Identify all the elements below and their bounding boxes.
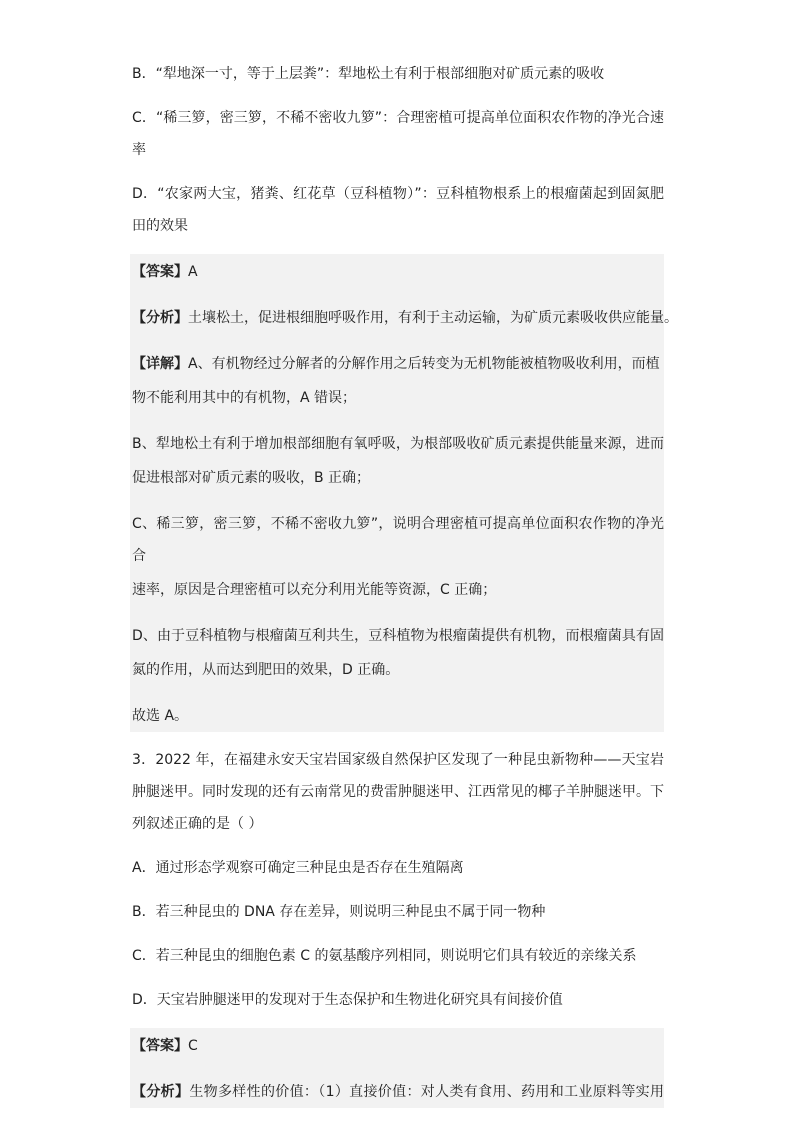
detail-a-text: A、有机物经过分解者的分解作用之后转变为无机物能被植物吸收利用，而植 [188,356,660,372]
q2-detail-a-line1 [132,346,664,380]
q3-stem-line1: 3．2022 年，在福建永安天宝岩国家级自然保护区发现了一种昆虫新物种——天宝岩 [132,752,664,768]
analysis-text: 生物多样性的价值：（1）直接价值：对人类有食用、药用和工业原料等实用 [189,1084,665,1100]
q2-answer-block [130,254,678,732]
q2-option-c-line2: 率 [132,142,146,158]
q3-option-d: D．天宝岩肿腿迷甲的发现对于生态保护和生物进化研究具有间接价值 [132,992,563,1008]
q2-detail-d-line2: 氮的作用，从而达到肥田的效果，D 正确。 [132,662,400,678]
q3-option-a: A．通过形态学观察可确定三种昆虫是否存在生殖隔离 [132,860,464,876]
answer-value: C [188,1038,198,1054]
q2-detail-c-line2: 速率，原因是合理密植可以充分利用光能等资源，C 正确； [132,582,497,598]
q2-detail-d-line1: D、由于豆科植物与根瘤菌互利共生，豆科植物为根瘤菌提供有机物，而根瘤菌具有固 [132,628,664,644]
q3-answer-line [132,1028,664,1062]
document-page [132,58,678,1108]
q3-answer-block [130,1028,664,1108]
q2-option-d-line2: 田的效果 [132,218,188,234]
q3-analysis-line [132,1074,664,1108]
q2-detail-a-line2: 物不能利用其中的有机物，A 错误； [132,390,357,406]
q2-detail-b-line2: 促进根部对矿质元素的吸收，B 正确； [132,470,371,486]
analysis-text: 土壤松土，促进根细胞呼吸作用，有利于主动运输，为矿质元素吸收供应能量。 [188,310,678,326]
q2-option-b: B．“犁地深一寸，等于上层粪”：犁地松土有利于根部细胞对矿质元素的吸收 [132,66,605,82]
q2-answer-line [132,254,664,288]
q2-detail-c-line1: C、稀三箩，密三箩，不稀不密收九箩”，说明合理密植可提高单位面积农作物的净光合 [132,516,664,564]
answer-value: A [188,264,198,280]
q2-option-c-line1: C．“稀三箩，密三箩，不稀不密收九箩”：合理密植可提高单位面积农作物的净光合速 [132,110,664,126]
answer-tag: 【答案】 [132,264,188,280]
q2-conclusion: 故选 A。 [132,708,189,724]
q3-stem-line3: 列叙述正确的是（ ） [132,816,263,832]
q3-option-b: B．若三种昆虫的 DNA 存在差异，则说明三种昆虫不属于同一物种 [132,904,546,920]
q2-analysis-line [132,300,678,334]
answer-tag: 【答案】 [132,1038,188,1054]
q2-detail-b-line1: B、犁地松土有利于增加根部细胞有氧呼吸，为根部吸收矿质元素提供能量来源，进而 [132,436,664,452]
detail-tag: 【详解】 [132,356,188,372]
q3-stem-line2: 肿腿迷甲。同时发现的还有云南常见的费雷肿腿迷甲、江西常见的椰子羊肿腿迷甲。下 [132,784,664,800]
q3-option-c: C．若三种昆虫的细胞色素 C 的氨基酸序列相同，则说明它们具有较近的亲缘关系 [132,948,637,964]
analysis-tag: 【分析】 [132,310,188,326]
analysis-tag: 【分析】 [132,1084,190,1100]
q2-option-d-line1: D．“农家两大宝，猪粪、红花草（豆科植物）”：豆科植物根系上的根瘤菌起到固氮肥 [132,186,664,202]
